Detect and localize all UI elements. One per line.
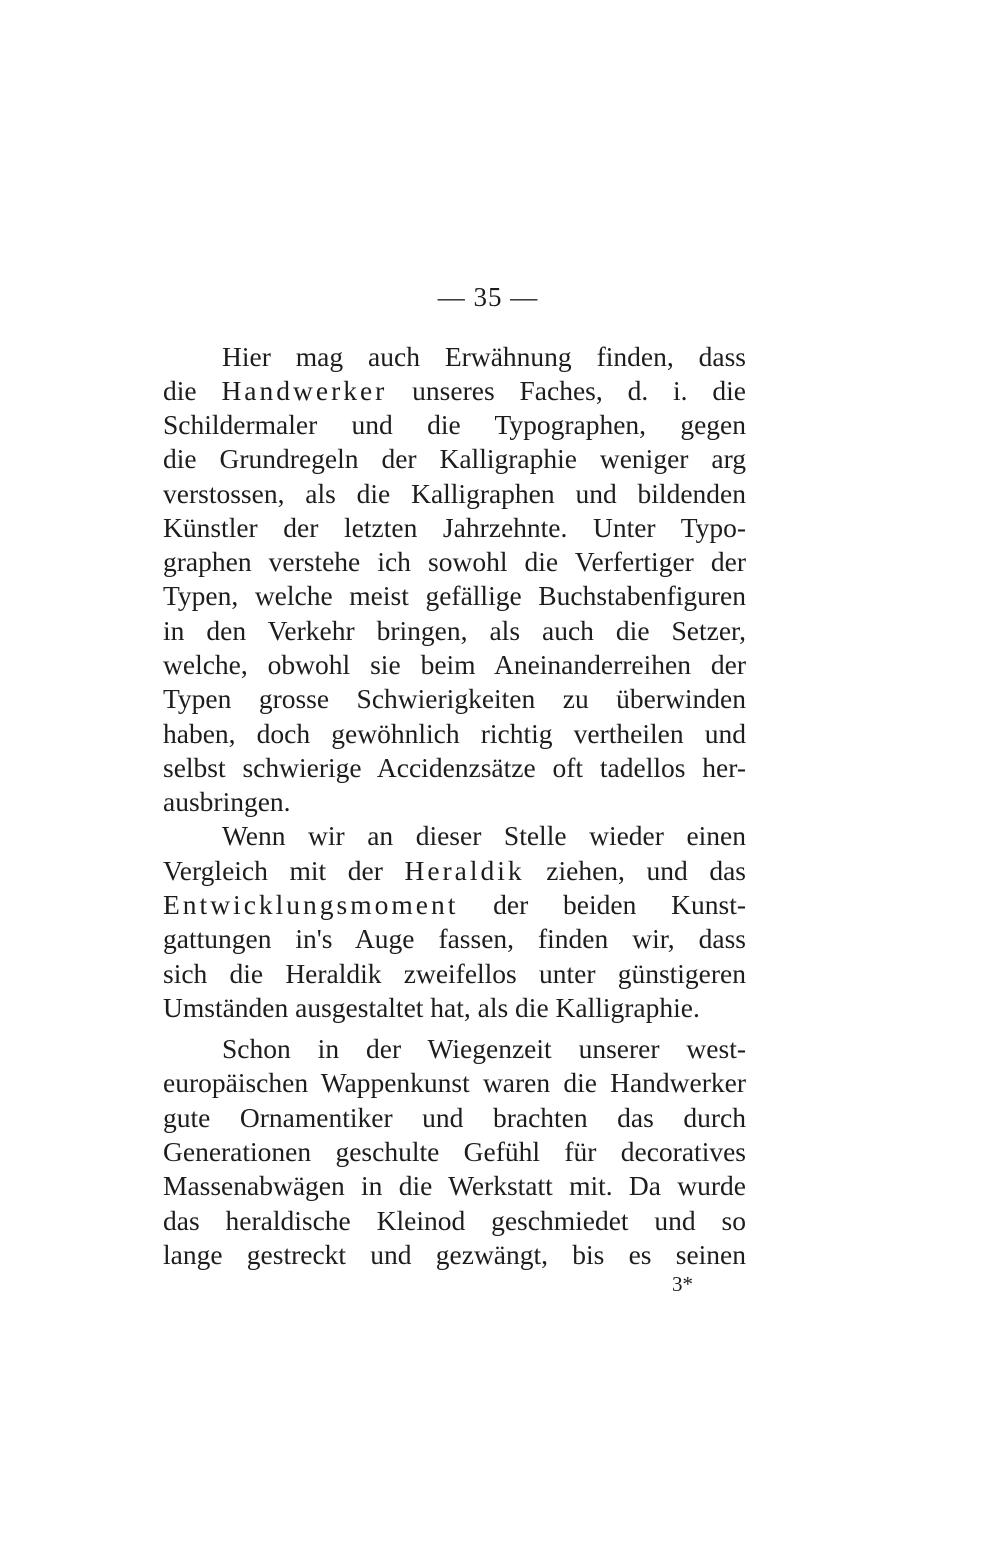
text-line: in den Verkehr bringen, als auch die Setzer,	[163, 615, 746, 646]
text-line: sich die Heraldik zweifellos unter günstigeren	[163, 958, 746, 989]
text-span: die	[163, 375, 222, 406]
text-line: haben, doch gewöhnlich richtig vertheilen und	[163, 718, 746, 749]
text-line: ausbringen.	[163, 786, 291, 817]
text-line: Künstler der letzten Jahrzehnte. Unter Typo-	[163, 512, 746, 543]
text-line: die Grundregeln der Kalligraphie weniger arg	[163, 443, 746, 474]
spaced-emphasis: Handwerker	[221, 375, 388, 406]
text-span: ziehen, und das	[524, 855, 747, 886]
page-number-header: — 35 —	[437, 282, 539, 312]
text-line: Schildermaler und die Typographen, gegen	[163, 409, 746, 440]
signature-mark: 3*	[672, 1272, 693, 1296]
text-line	[163, 853, 746, 889]
text-line: graphen verstehe ich sowohl die Verfertiger der	[163, 546, 746, 577]
text-line: Typen grosse Schwierigkeiten zu überwinden	[163, 683, 746, 714]
text-line: Generationen geschulte Gefühl für decoratives	[163, 1136, 746, 1167]
text-line: Typen, welche meist gefällige Buchstabenfiguren	[163, 580, 746, 611]
text-line: selbst schwierige Accidenzsätze oft tadellos her-	[163, 752, 746, 783]
text-line: Schon in der Wiegenzeit unserer west-	[222, 1033, 746, 1064]
text-line: Umständen ausgestaltet hat, als die Kalligraphie.	[163, 992, 700, 1023]
text-line: Hier mag auch Erwähnung finden, dass	[222, 341, 746, 372]
spaced-emphasis: Entwicklungsmoment	[163, 889, 459, 920]
text-line: Wenn wir an dieser Stelle wieder einen	[222, 820, 746, 851]
text-span: der beiden Kunst-	[458, 889, 746, 920]
text-line	[163, 373, 746, 409]
text-line: Massenabwägen in die Werkstatt mit. Da wurde	[163, 1170, 746, 1201]
text-line: gattungen in's Auge fassen, finden wir, dass	[163, 923, 746, 954]
text-line: europäischen Wappenkunst waren die Handwerker	[163, 1067, 746, 1098]
text-span: unseres Faches, d. i. die	[387, 375, 746, 406]
text-span: Vergleich mit der	[163, 855, 405, 886]
text-line: lange gestreckt und gezwängt, bis es seinen	[163, 1239, 746, 1270]
text-line: gute Ornamentiker und brachten das durch	[163, 1102, 746, 1133]
text-line	[163, 887, 746, 923]
spaced-emphasis: Heraldik	[404, 855, 525, 886]
text-line: das heraldische Kleinod geschmiedet und so	[163, 1205, 746, 1236]
text-line: welche, obwohl sie beim Aneinanderreihen der	[163, 649, 746, 680]
text-line: verstossen, als die Kalligraphen und bildenden	[163, 478, 746, 509]
